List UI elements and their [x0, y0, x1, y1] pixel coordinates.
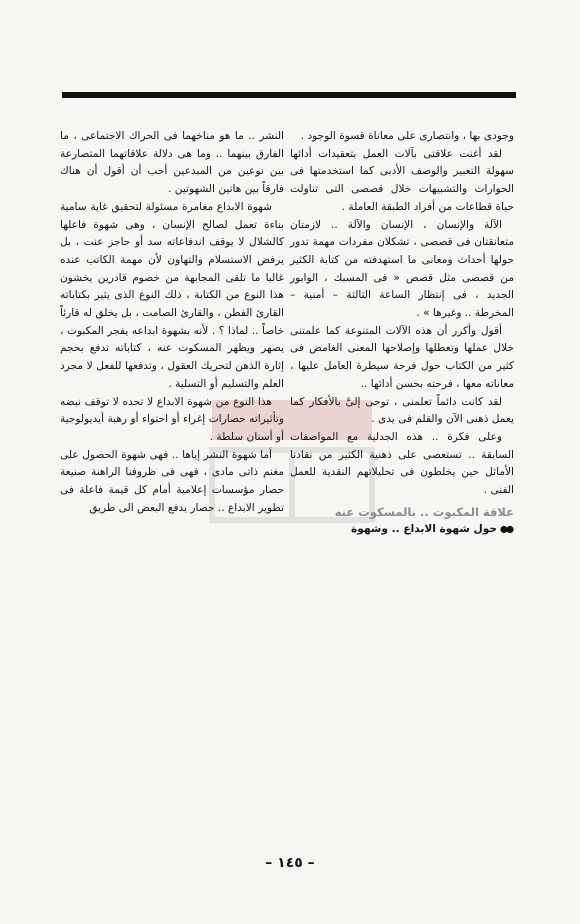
paragraph: وعلى فكرة .. هذه الجدلية مع المواصفات السابقة .. تستعصى على ذهنية الكثير من نقادنا الأماثل حين يخلطون فى تحليلاتهم النقدية للعمل الفنى .: [290, 430, 514, 497]
right-column: [290, 128, 514, 539]
paragraph: لقد أغنت علاقتى بآلات العمل بتعقيدات أدائها سهولة التعبير والوصف الأدبى كما استخدمتها فى الحوارات والتشبيهات خلال قصصى التى تناولت حياة قطاعات من أفراد الطبقة العاملة .: [290, 147, 514, 213]
paragraph: أقول وأكرر أن هذه الآلات المتنوعة كما علمتنى خلال عملها وتعطلها وإصلاحها المعنى الغامض فى كثير من الكتاب حول فرحة سيطرة العامل عليها ، معاناته معها ، فرحته بحسن أدائها ..: [290, 324, 514, 390]
top-rule: [62, 92, 516, 98]
paragraph: النشر .. ما هو مناخهما فى الحراك الاجتماعى ، ما الفارق بينهما .. وما هى دلالة علاقاتهما المتصارعة بين نوعين من المبدعين أحب أن أقول أن هناك فارقاً بين هاتين الشهوتين .: [60, 130, 284, 196]
section-subheading: علاقة المكبوت .. بالمسكوت عنه: [334, 504, 514, 519]
bullet-line: [290, 521, 514, 539]
bullet-line-text: حول شهوة الابداع .. وشهوة: [351, 523, 497, 536]
paragraph: الآلة والإنسان ، الإنسان والآلة .. لازمتان متعانقتان فى قصصى ، تشكلان مفردات مهمة تدور حولها أحداث ومعانى ما استهدفته من كتابة الكثير من قصصى مثل قصص « فى المسبك ، الوابور الجديد ، فى إنتظار الساعة الثالثة – أمنية – المخرطة .. وغيرها » .: [290, 218, 514, 320]
double-dot-bullet-icon: [500, 525, 514, 534]
paragraph: هذا النوع من شهوة الابداع لا تحده لا توقف نبضه وتأثيراته حصارات إغراء أو احتواء أو رهبة أيديولوجية أو أسنان سلطة .: [60, 395, 284, 443]
paragraph: شهوة الابداع مغامرة مسئولة لتحقيق غاية سامية بناءة تعمل لصالح الإنسان ، وهى شهوة فاعلها كالشلال لا يوقف اندفاعاته سد أو حاجز عنت ، بل يرفض الاستسلام والتهاون لأن مهمة الكاتب عنده غالبا ما تلقى المجابهة من خصوم قادرين يخشون هذا النوع من الكتابة ، ذلك النوع الذى يثير بكتاباته القارئ الفطن ، والقارئ الصامت ، بل يخلق له قارئاً خاصاً .. لماذا ؟ . لأنه بشهوة ابداعه يفجر المكبوت ، يصهر ويظهر المسكوت عنه ، كتاباته تدفع بحجم إثارة الذهن لتحريك العقول ، وتدفعها للفعل لا مجرد العلم والتسليم أو التسلية .: [60, 200, 284, 390]
paragraph: وجودى بها ، وانتصارى على معاناة قسوة الوجود .: [300, 130, 514, 142]
paragraph: لقد كانت دائماً تعلمنى ، توحى إلىَّ بالأفكار كما يعمل ذهنى الآن والقلم فى يدى .: [290, 395, 514, 426]
page-number: – ١٤٥ –: [265, 855, 315, 871]
paragraph: أما شهوة النشر إياها .. فهى شهوة الحصول على مغنم ذاتى مادى ، فهى فى ظروفنا الراهنة صنيعة حصار مؤسسات إعلامية أمام كل قيمة فاعلة فى تطوير الابداع .. حصار يدفع البعض الى طريق: [60, 448, 284, 514]
left-column: [60, 128, 284, 517]
